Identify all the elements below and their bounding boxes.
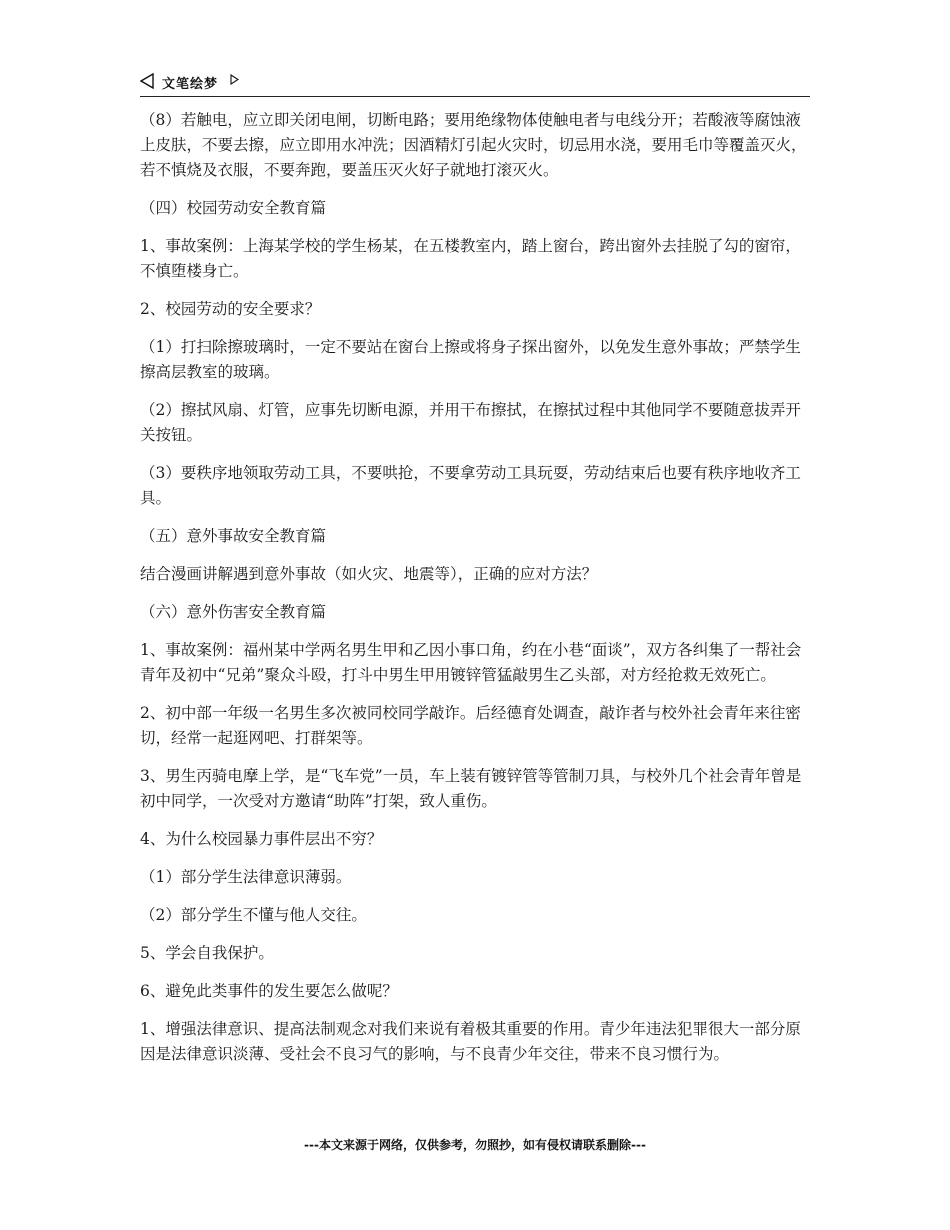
paragraph-prevention-1: 1、增强法律意识、提高法制观念对我们来说有着极其重要的作用。青少年违法犯罪很大一部分原因是法律意识淡薄、受社会不良习气的影响，与不良青少年交往，带来不良习惯行为。: [140, 1020, 801, 1063]
paragraph-self-protection: 5、学会自我保护。: [140, 944, 274, 962]
page-header: [140, 70, 810, 97]
paragraph-injury-case-3: 3、男生丙骑电摩上学，是“飞车党”一员，车上装有镀锌管等管制刀具，与校外几个社会青年曾是初中同学，一次受对方邀请“助阵”打架，致人重伤。: [140, 767, 802, 810]
paragraph-labor-rule-2: （2）擦拭风扇、灯管，应事先切断电源，并用干布擦拭，在擦拭过程中其他同学不要随意拔弄开关按钮。: [140, 401, 801, 444]
paragraph-labor-rule-3: （3）要秩序地领取劳动工具，不要哄抢，不要拿劳动工具玩耍，劳动结束后也要有秩序地收齐工具。: [140, 464, 801, 507]
section-heading-injury-safety: （六）意外伤害安全教育篇: [140, 603, 327, 621]
paragraph-labor-case: 1、事故案例：上海某学校的学生杨某，在五楼教室内，踏上窗台，跨出窗外去挂脱了勾的窗帘，不慎堕楼身亡。: [140, 237, 801, 280]
paragraph-violence-reason-1: （1）部分学生法律意识薄弱。: [140, 868, 352, 886]
document-body: [140, 108, 812, 1080]
paragraph-prevention-question: 6、避免此类事件的发生要怎么做呢？: [140, 982, 398, 1000]
triangle-left-icon: [140, 73, 154, 89]
paragraph-violence-reason-2: （2）部分学生不懂与他人交往。: [140, 906, 367, 924]
paragraph-accident-method: 结合漫画讲解遇到意外事故（如火灾、地震等），正确的应对方法？: [140, 565, 598, 583]
paragraph-violence-question: 4、为什么校园暴力事件层出不穷？: [140, 830, 383, 848]
triangle-right-icon: [230, 74, 239, 85]
page-footer-note: ---本文来源于网络，仅供参考，勿照抄，如有侵权请联系删除---: [304, 1138, 646, 1152]
header-brand: 文笔绘梦: [162, 77, 219, 92]
paragraph-labor-rule-1: （1）打扫除擦玻璃时，一定不要站在窗台上擦或将身子探出窗外，以免发生意外事故；严禁学生擦高层教室的玻璃。: [140, 338, 801, 381]
section-heading-accident-safety: （五）意外事故安全教育篇: [140, 527, 327, 545]
paragraph-injury-case-2: 2、初中部一年级一名男生多次被同校同学敲诈。后经德育处调查，敲诈者与校外社会青年来往密切，经常一起逛网吧、打群架等。: [140, 704, 801, 747]
paragraph-fire-electric-safety: （8）若触电，应立即关闭电闸，切断电路；要用绝缘物体使触电者与电线分开；若酸液等腐蚀液上皮肤，不要去擦，应立即用水冲洗；因酒精灯引起火灾时，切忌用水浇，要用毛巾等覆盖灭火，若不慎烧及衣服，不要奔跑，要盖压灭火好子就地打滚灭火。: [140, 111, 807, 179]
section-heading-labor-safety: （四）校园劳动安全教育篇: [140, 199, 327, 217]
paragraph-injury-case-1: 1、事故案例：福州某中学两名男生甲和乙因小事口角，约在小巷“面谈”，双方各纠集了一帮社会青年及初中“兄弟”聚众斗殴，打斗中男生甲用镀锌管猛敲男生乙头部，对方经抢救无效死亡。: [140, 641, 802, 684]
paragraph-labor-requirements-question: 2、校园劳动的安全要求？: [140, 300, 321, 318]
